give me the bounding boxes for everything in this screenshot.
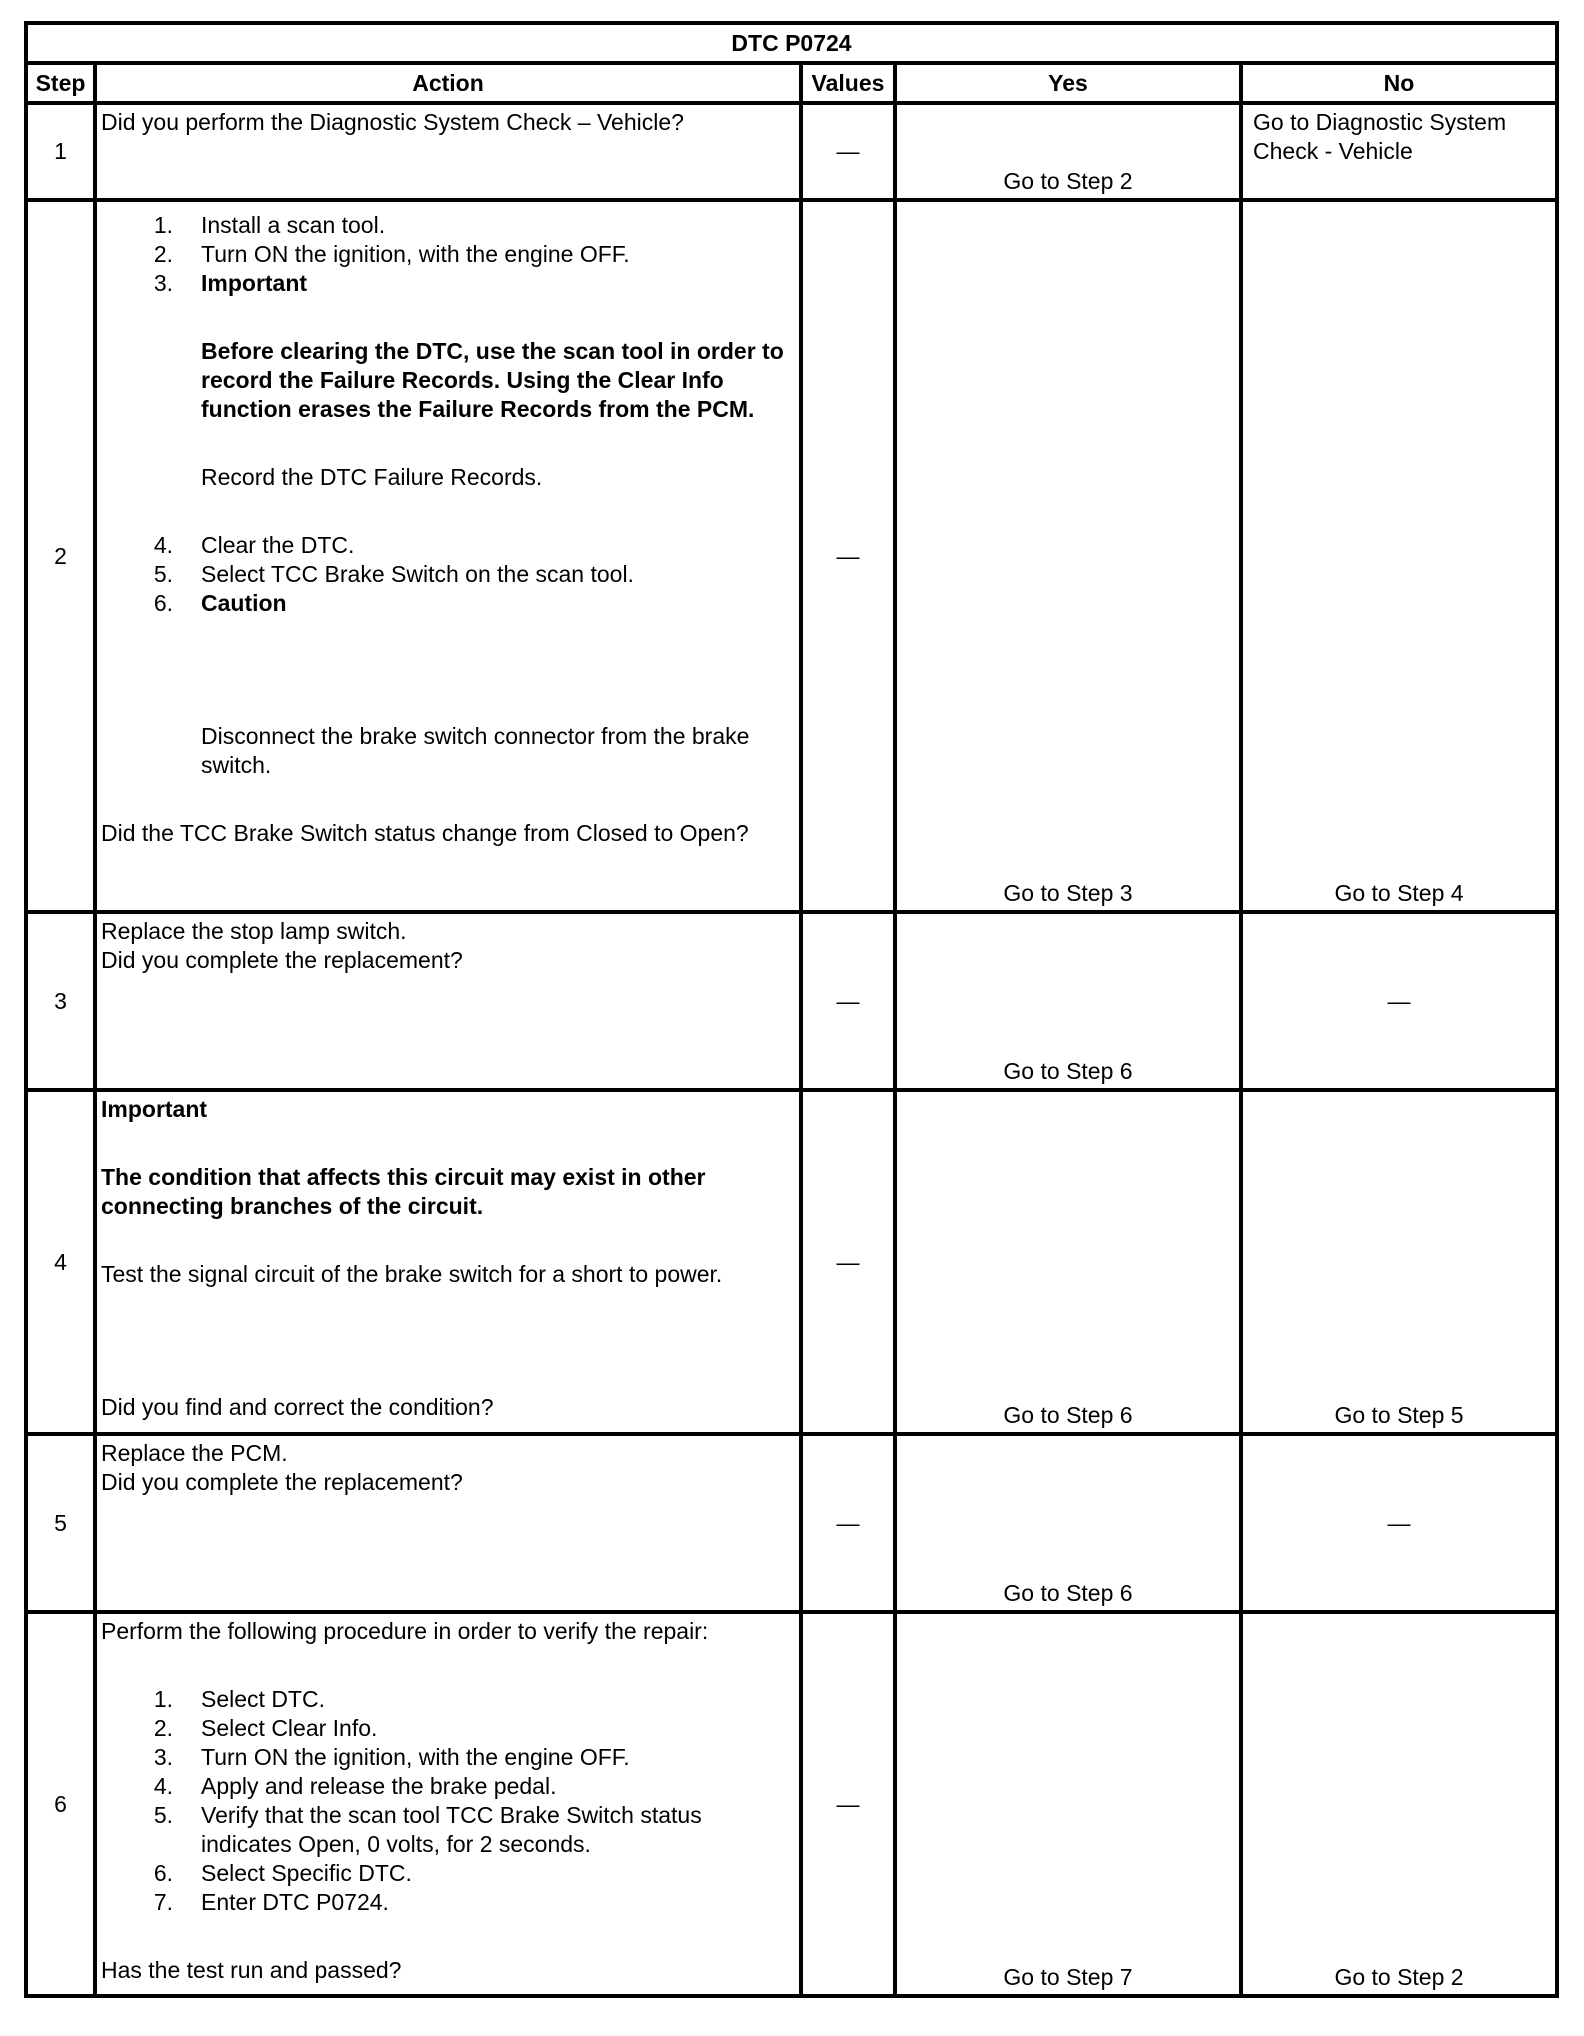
question-text: Did the TCC Brake Switch status change from Closed to Open?: [101, 820, 749, 846]
question-text: Did you find and correct the condition?: [101, 1394, 494, 1420]
no-cell: Go to Step 4: [1241, 200, 1557, 912]
list-item: 4. Clear the DTC.: [153, 532, 355, 558]
action-cell: [95, 1612, 801, 1996]
step-number: 2: [26, 200, 95, 912]
record-note: Record the DTC Failure Records.: [201, 464, 543, 490]
table-row: [26, 1434, 1557, 1612]
action-cell: [95, 200, 801, 912]
yes-cell: Go to Step 2: [895, 103, 1241, 200]
table-title: DTC P0724: [26, 23, 1557, 63]
important-note: The condition that affects this circuit may exist in other connecting branches of the circuit.: [101, 1164, 706, 1219]
no-cell: —: [1241, 1434, 1557, 1612]
procedure-list: [101, 1685, 791, 1917]
important-label: Important: [101, 1096, 208, 1122]
list-item: 1. Select DTC.: [153, 1686, 325, 1712]
list-item: 6. Caution: [153, 590, 287, 616]
no-cell: —: [1241, 912, 1557, 1090]
no-cell: Go to Diagnostic System Check - Vehicle: [1241, 103, 1557, 200]
important-note: Before clearing the DTC, use the scan tool in order to record the Failure Records. Using the Clear Info function erases the Failure Records from the PCM.: [201, 338, 784, 422]
header-yes: Yes: [895, 63, 1241, 103]
step-number: 6: [26, 1612, 95, 1996]
yes-cell: Go to Step 6: [895, 912, 1241, 1090]
table-row: [26, 912, 1557, 1090]
step-number: 5: [26, 1434, 95, 1612]
disconnect-note: Disconnect the brake switch connector from the brake switch.: [201, 723, 750, 778]
action-cell: [95, 912, 801, 1090]
action-text: Replace the PCM.: [101, 1440, 288, 1466]
action-cell: [95, 103, 801, 200]
action-text: Perform the following procedure in order to verify the repair:: [101, 1618, 709, 1644]
list-item: 1. Install a scan tool.: [153, 212, 386, 238]
yes-cell: Go to Step 7: [895, 1612, 1241, 1996]
values-cell: —: [801, 103, 895, 200]
step-number: 1: [26, 103, 95, 200]
list-item: 3. Important: [153, 270, 308, 296]
list-item: 6. Select Specific DTC.: [153, 1860, 412, 1886]
values-cell: —: [801, 1612, 895, 1996]
values-cell: —: [801, 912, 895, 1090]
question-text: Has the test run and passed?: [101, 1957, 402, 1983]
list-item: 2. Select Clear Info.: [153, 1715, 378, 1741]
values-cell: —: [801, 1090, 895, 1434]
no-cell: Go to Step 5: [1241, 1090, 1557, 1434]
list-item: 5. Verify that the scan tool TCC Brake Switch status indicates Open, 0 volts, for 2 seconds.: [153, 1802, 702, 1857]
dtc-table: [24, 21, 1559, 1998]
header-no: No: [1241, 63, 1557, 103]
list-item: 3. Turn ON the ignition, with the engine OFF.: [153, 1744, 630, 1770]
procedure-list: [101, 531, 791, 618]
header-action: Action: [95, 63, 801, 103]
header-values: Values: [801, 63, 895, 103]
list-item: 5. Select TCC Brake Switch on the scan tool.: [153, 561, 634, 587]
step-number: 3: [26, 912, 95, 1090]
values-cell: —: [801, 1434, 895, 1612]
header-step: Step: [26, 63, 95, 103]
procedure-list: [101, 211, 791, 298]
question-text: Did you complete the replacement?: [101, 1469, 463, 1495]
table-row: [26, 1090, 1557, 1434]
action-cell: [95, 1434, 801, 1612]
table-row: [26, 200, 1557, 912]
table-row: [26, 103, 1557, 200]
yes-cell: Go to Step 6: [895, 1090, 1241, 1434]
yes-cell: Go to Step 6: [895, 1434, 1241, 1612]
question-text: Did you complete the replacement?: [101, 947, 463, 973]
yes-cell: Go to Step 3: [895, 200, 1241, 912]
action-text: Test the signal circuit of the brake switch for a short to power.: [101, 1261, 723, 1287]
action-text: Replace the stop lamp switch.: [101, 918, 407, 944]
list-item: 2. Turn ON the ignition, with the engine OFF.: [153, 241, 630, 267]
step-number: 4: [26, 1090, 95, 1434]
no-cell: Go to Step 2: [1241, 1612, 1557, 1996]
list-item: 7. Enter DTC P0724.: [153, 1889, 389, 1915]
list-item: 4. Apply and release the brake pedal.: [153, 1773, 557, 1799]
values-cell: —: [801, 200, 895, 912]
action-text: Did you perform the Diagnostic System Check – Vehicle?: [101, 109, 684, 135]
table-row: [26, 1612, 1557, 1996]
action-cell: [95, 1090, 801, 1434]
